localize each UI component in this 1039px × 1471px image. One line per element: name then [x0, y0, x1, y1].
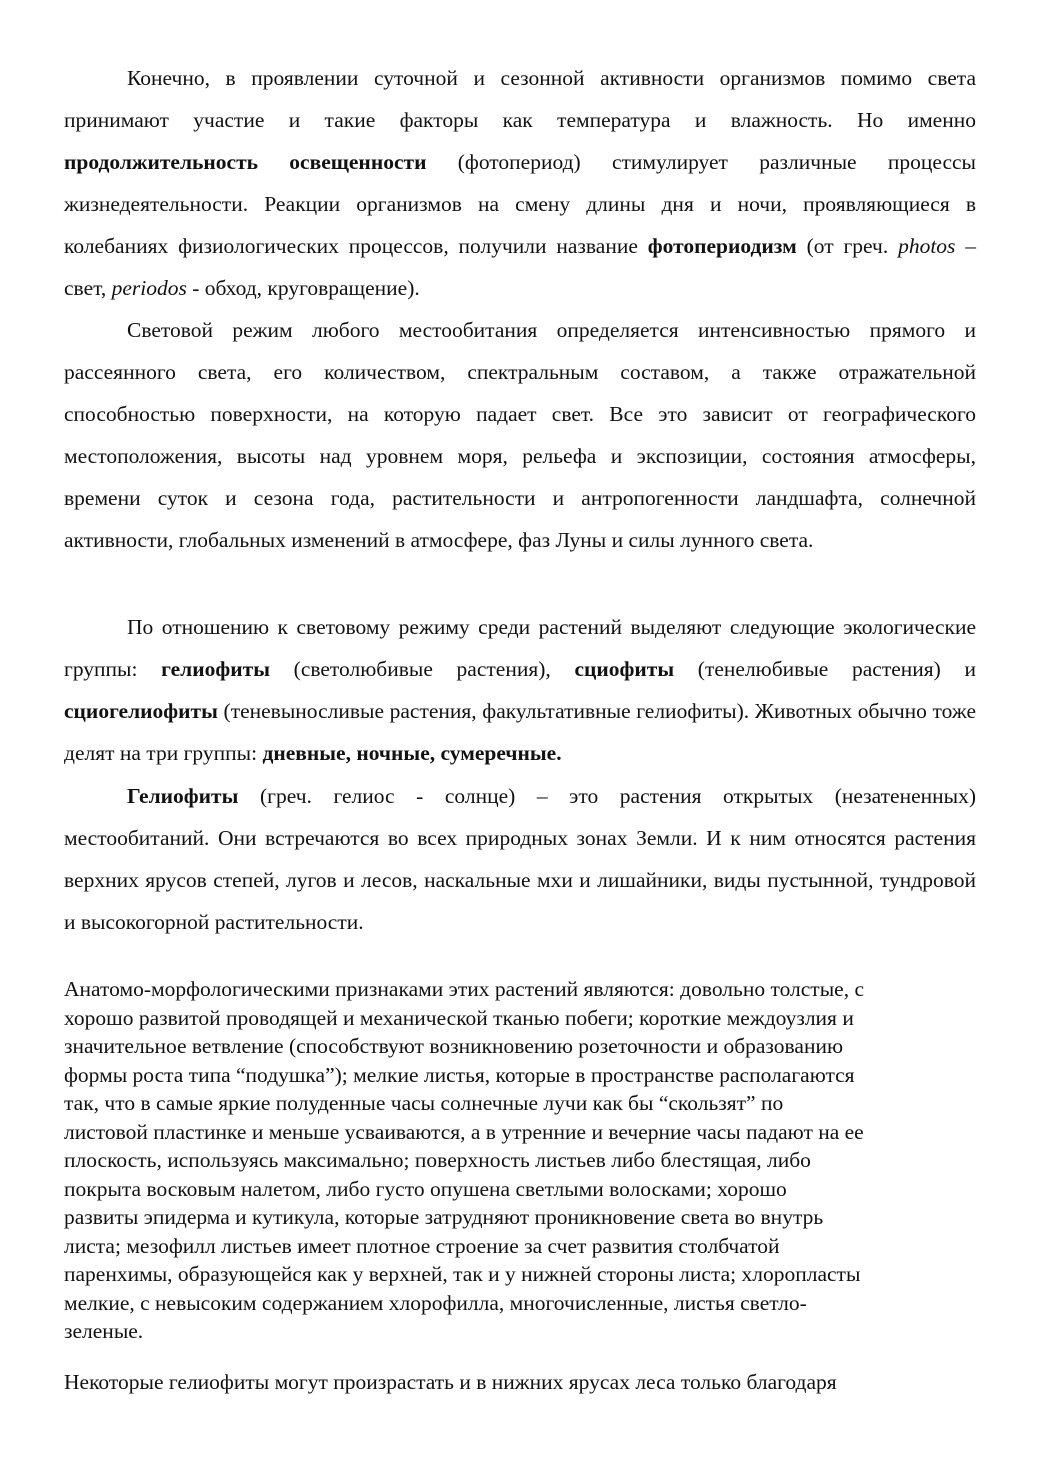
paragraph-anatomy — [64, 975, 976, 1346]
p3-bold-term-4: дневные, ночные, сумеречные. — [262, 741, 562, 765]
paragraph-last — [64, 1368, 976, 1397]
p1-italic-term-1: photos — [898, 234, 956, 258]
p1-bold-term-1: продолжительность освещенности — [64, 150, 427, 174]
text-line: развиты эпидерма и кутикула, которые затрудняют проникновение света во внутрь — [64, 1205, 824, 1229]
paragraph-heliophytes — [64, 775, 976, 943]
text-line: зеленые. — [64, 1319, 144, 1343]
p3-bold-term-3: сциогелиофиты — [64, 699, 218, 723]
text-line: так, что в самые яркие полуденные часы солнечные лучи как бы “скользят” по — [64, 1091, 784, 1115]
p3-text-2: (светолюбивые растения), — [269, 657, 575, 681]
text-line: покрыта восковым налетом, либо густо опушена светлыми волосками; хорошо — [64, 1176, 787, 1201]
p1-italic-term-2: periodos — [111, 276, 187, 300]
p1-bold-term-2: фотопериодизм — [647, 234, 797, 258]
text-line: паренхимы, образующейся как у верхней, так и у нижней стороны листа; хлоропласты — [64, 1262, 861, 1286]
text-line: формы роста типа “подушка”); мелкие листья, которые в пространстве располагаются — [64, 1062, 855, 1087]
p1-text-3: (от греч. — [796, 234, 899, 258]
text-line: плоскость, используясь максимально; поверхность листьев либо блестящая, либо — [64, 1148, 811, 1172]
text-line: хорошо развитой проводящей и механической тканью побеги; короткие междоузлия и — [64, 1005, 854, 1030]
p3-text-4: (теневыносливые растения, факультативные гелиофиты). Животных обычно тоже делят на три группы: — [64, 699, 976, 765]
p4-bold-term: Гелиофиты — [127, 784, 239, 808]
paragraph-ecological-groups — [64, 606, 976, 774]
p2-text: Световой режим любого местообитания определяется интенсивностью прямого и рассеянного света, его количеством, спектральным составом, а также отражательной способностью поверхности, на которую падает свет. Все это зависит от географического местоположения, высоты над уровнем моря, рельефа и экспозиции, состояния атмосферы, времени суток и сезона года, растительности и антропогенности ландшафта, солнечной активности, глобальных изменений в атмосфере, фаз Луны и силы лунного света. — [64, 318, 976, 552]
text-line: листа; мезофилл листьев имеет плотное строение за счет развития столбчатой — [64, 1233, 780, 1258]
p3-bold-term-2: сциофиты — [574, 657, 675, 681]
p1-text-4: – свет, — [64, 234, 977, 300]
text-line: значительное ветвление (способствуют возникновению розеточности и образованию — [64, 1034, 844, 1058]
text-line: Некоторые гелиофиты могут произрастать и в нижних ярусах леса только благодаря — [64, 1370, 837, 1394]
p1-text-2: (фотопериод) стимулирует различные процессы жизнедеятельности. Реакции организмов на смену длины дня и ночи, проявляющиеся в колебаниях физиологических процессов, получили название — [64, 150, 976, 258]
text-line: мелкие, с невысоким содержанием хлорофилла, многочисленные, листья светло- — [64, 1290, 807, 1315]
text-line: Анатомо-морфологическими признаками этих растений являются: довольно толстые, с — [64, 977, 864, 1001]
p1-text-1: Конечно, в проявлении суточной и сезонной активности организмов помимо света принимают участие и такие факторы как температура и влажность. Но именно — [64, 66, 976, 132]
p3-bold-term-1: гелиофиты — [161, 657, 270, 681]
p3-text-3: (тенелюбивые растения) и — [674, 657, 976, 681]
text-line: листовой пластинке и меньше усваиваются, а в утренние и вечерние часы падают на ее — [64, 1119, 864, 1144]
p3-text-1: По отношению к световому режиму среди растений выделяют следующие экологические группы: — [64, 615, 976, 681]
p4-text: (греч. гелиос - солнце) – это растения открытых (незатененных) местообитаний. Они встречаются во всех природных зонах Земли. И к ним относятся растения верхних ярусов степей, лугов и лесов, наскальные мхи и лишайники, виды пустынной, тундровой и высокогорной растительности. — [64, 784, 976, 934]
p1-text-5: - обход, круговращение). — [186, 276, 420, 300]
paragraph-photoperiod — [64, 57, 976, 309]
paragraph-light-regime — [64, 309, 976, 561]
